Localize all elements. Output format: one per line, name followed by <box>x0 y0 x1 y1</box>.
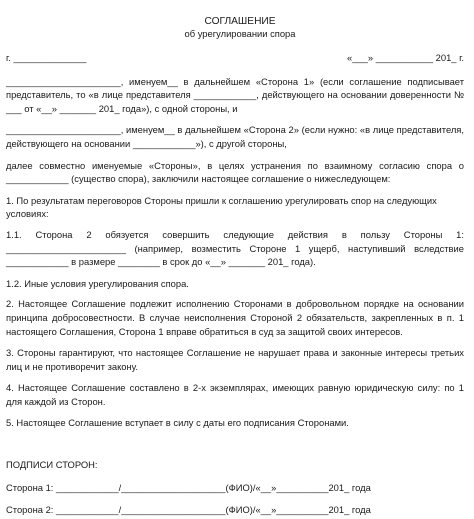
clause-3: 3. Стороны гарантируют, что настоящее Соглашение не нарушает права и законные интересы третьих лиц и не противоречит закону. <box>6 347 467 372</box>
signatures-heading: ПОДПИСИ СТОРОН: <box>6 459 98 471</box>
preamble-paragraph: далее совместно именуемые «Стороны», в целях устранения по взаимному согласию спора о ____________ (существо спора), заключили настоящее соглашение о нижеследующем: <box>6 159 467 185</box>
place-date-row <box>6 51 464 65</box>
signature-party-1: Сторона 1: ____________/____________________(ФИО)/«__»__________201_ года <box>6 481 371 493</box>
city-field: г. ______________ <box>6 52 87 63</box>
party-2-paragraph: ______________________, именуем__ в дальнейшем «Сторона 2» (если нужно: «в лице представителя, действующего на основании ____________»), с другой стороны, <box>6 124 467 149</box>
signature-party-2: Сторона 2: ____________/____________________(ФИО)/«__»__________201_ года <box>6 504 371 516</box>
document-title: СОГЛАШЕНИЕ <box>204 16 276 27</box>
clause-2: 2. Настоящее Соглашение подлежит исполнению Сторонами в добровольном порядке на основании принципа добросовестности. В случае неисполнения Стороной 2 обязательств, закрепленных в п. 1 настоящего Соглашения, Сторона 1 вправе обратиться в суд за защитой своих интересов. <box>6 298 467 337</box>
clause-1: 1. По результатам переговоров Стороны пришли к соглашению урегулировать спор на следующих условиях: <box>6 194 440 220</box>
clause-1-2: 1.2. Иные условия урегулирования спора. <box>6 277 189 289</box>
clause-1-1: 1.1. Сторона 2 обязуется совершить следующие действия в пользу Стороны 1: _______________________ (например, возместить Стороне 1 ущерб, наступивший вследствие ____________ в размере ________ в срок до «__» _______ 201_ года). <box>6 228 467 268</box>
clause-5: 5. Настоящее Соглашение вступает в силу с даты его подписания Сторонами. <box>6 417 349 429</box>
party-1-paragraph: ______________________, именуем__ в дальнейшем «Сторона 1» (если соглашение подписывает представитель, то «в лице представителя ____________, действующего на основании доверенности № ___ от «__» _______ 201_ года»), с одной стороны, и <box>6 75 467 114</box>
document-subtitle: об урегулировании спора <box>184 28 296 39</box>
clause-4: 4. Настоящее Соглашение составлено в 2-х экземплярах, имеющих равную юридическую силу: по 1 для каждой из Сторон. <box>6 382 467 407</box>
date-field: «___» ___________ 201_ г. <box>347 52 464 63</box>
